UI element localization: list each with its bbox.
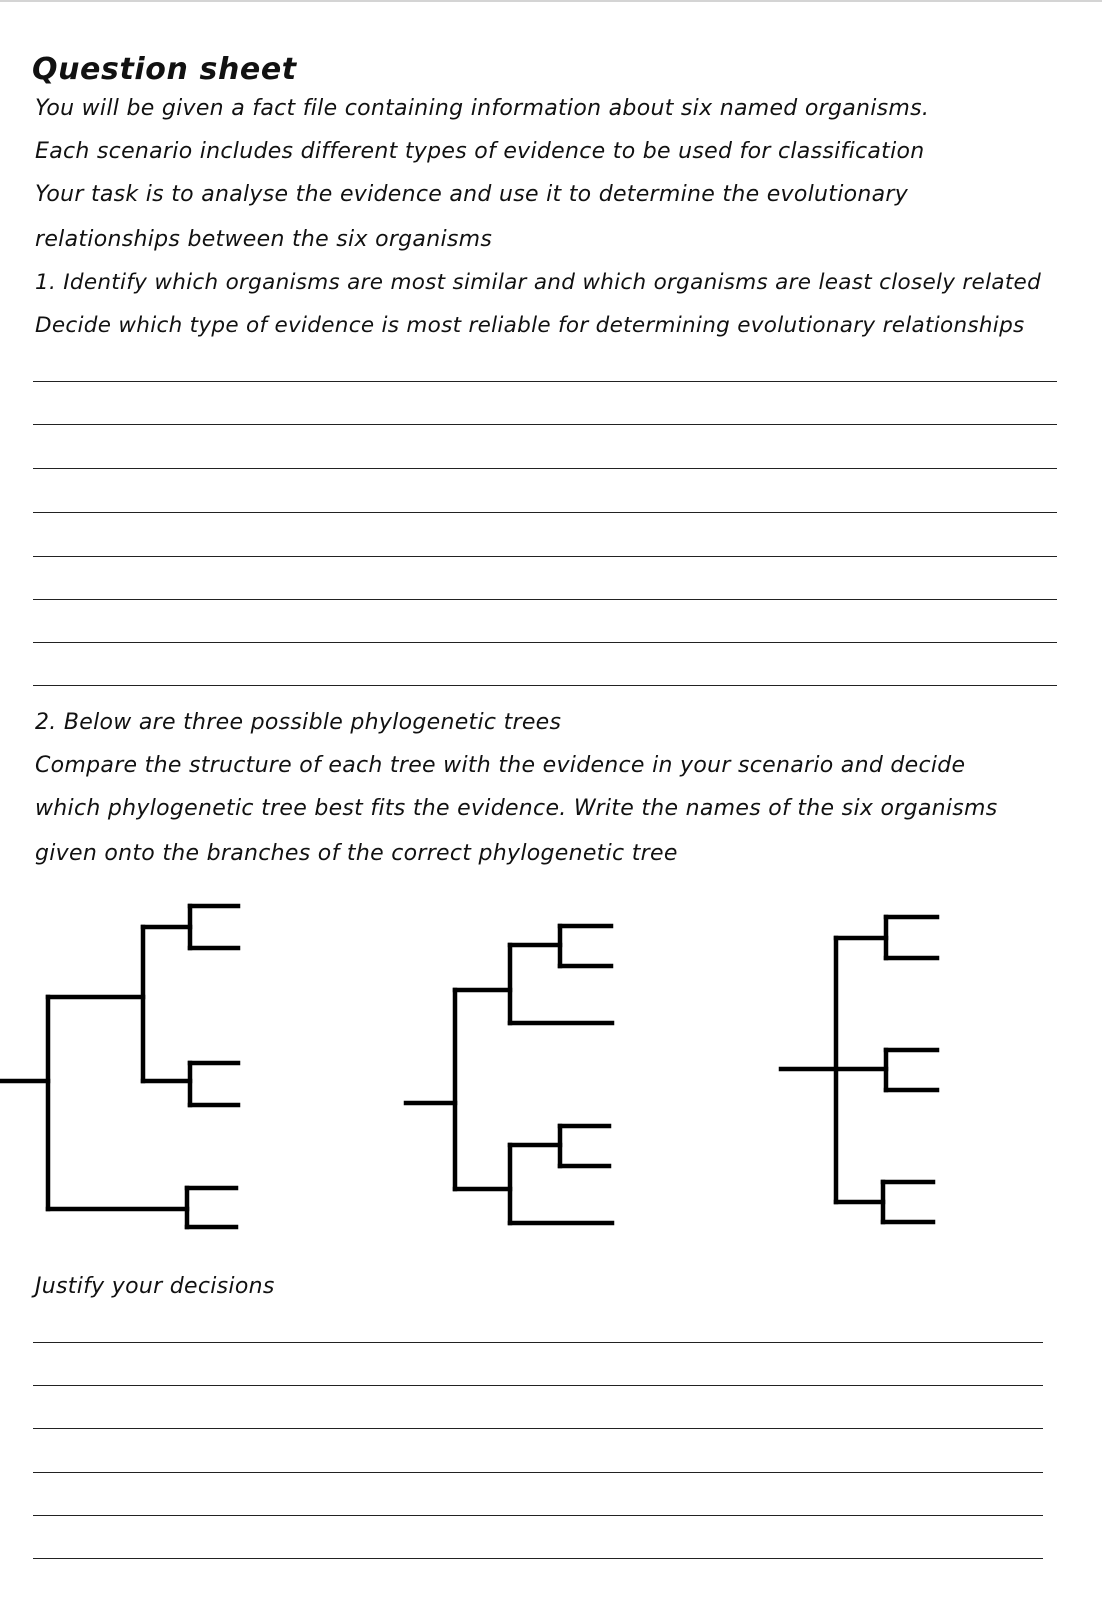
- answer-line-justify-3[interactable]: [33, 1428, 1043, 1429]
- question-1-line-2: Decide which type of evidence is most reliable for determining evolutionary relationships: [35, 313, 1025, 338]
- answer-line-justify-2[interactable]: [33, 1385, 1043, 1386]
- question-2-line-3: which phylogenetic tree best fits the evidence. Write the names of the six organisms: [35, 796, 998, 821]
- phylogenetic-tree-3[interactable]: [781, 917, 937, 1222]
- justify-heading: Justify your decisions: [35, 1274, 275, 1299]
- question-2-line-4: given onto the branches of the correct phylogenetic tree: [35, 841, 678, 866]
- answer-line-justify-1[interactable]: [33, 1342, 1043, 1343]
- phylogenetic-tree-2[interactable]: [406, 926, 612, 1223]
- question-2-line-2: Compare the structure of each tree with the evidence in your scenario and decide: [35, 753, 966, 778]
- question-2-line-1: 2. Below are three possible phylogenetic trees: [35, 710, 562, 735]
- answer-line-justify-4[interactable]: [33, 1472, 1043, 1473]
- page-title: Question sheet: [32, 52, 297, 87]
- phylogenetic-tree-1[interactable]: [0, 906, 238, 1227]
- answer-line-justify-5[interactable]: [33, 1515, 1043, 1516]
- question-1-line-1: 1. Identify which organisms are most similar and which organisms are least closely related: [35, 270, 1042, 295]
- intro-line-2: Each scenario includes different types of evidence to be used for classification: [35, 139, 925, 164]
- intro-line-3: Your task is to analyse the evidence and use it to determine the evolutionary: [35, 182, 909, 207]
- intro-line-1: You will be given a fact file containing information about six named organisms.: [35, 96, 930, 121]
- intro-line-4: relationships between the six organisms: [35, 227, 493, 252]
- answer-line-justify-6[interactable]: [33, 1558, 1043, 1559]
